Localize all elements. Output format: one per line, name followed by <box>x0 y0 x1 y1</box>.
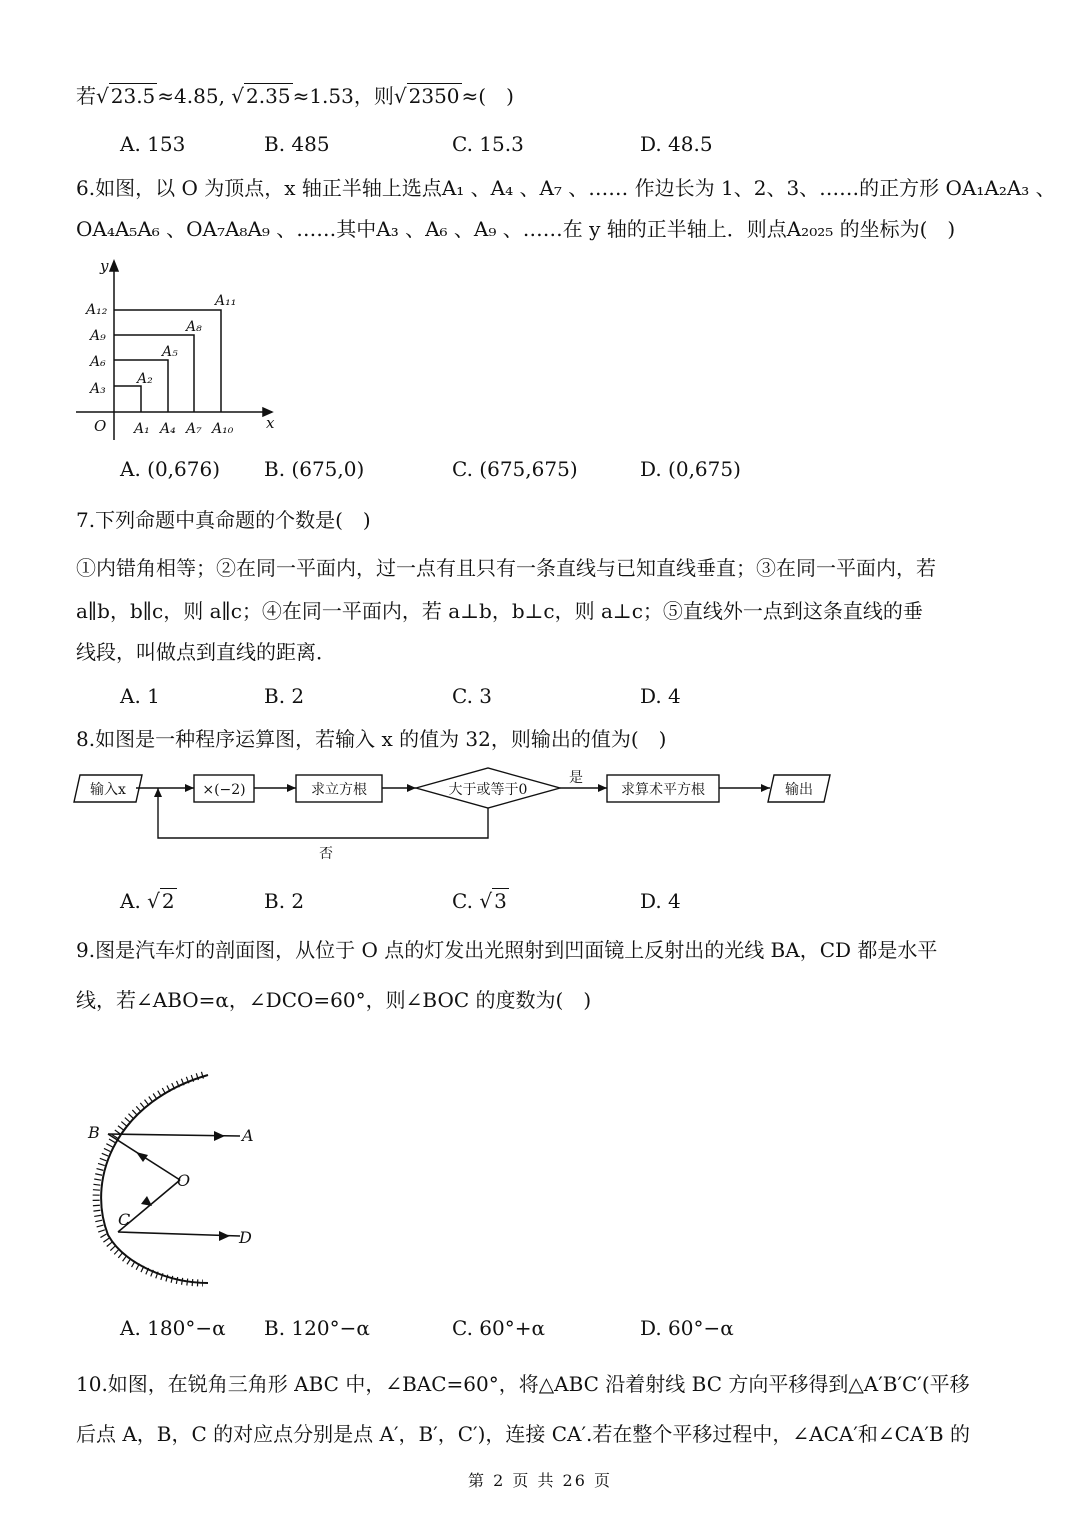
q8-option-b[interactable]: B. 2 <box>264 889 305 913</box>
flow-yes-label: 是 <box>569 770 583 786</box>
q8-option-d[interactable]: D. 4 <box>640 889 681 913</box>
q8-stem: 8.如图是一种程序运算图，若输入 x 的值为 32，则输出的值为( ) <box>76 727 667 751</box>
q6-option-a[interactable]: A. (0,676) <box>120 457 221 481</box>
q6-stem-line1: 6.如图，以 O 为顶点，x 轴正半轴上选点A₁ 、A₄ 、A₇ 、…… 作边长为 1、2、3、……的正方形 OA₁A₂A₃ 、 <box>76 176 1056 200</box>
sqrt-symbol: √ 2350 <box>393 84 460 108</box>
q7-option-d[interactable]: D. 4 <box>640 684 681 708</box>
corner-label: A₈ <box>186 319 202 335</box>
q7-stem: 7.下列命题中真命题的个数是( ) <box>76 508 371 532</box>
flow-sqrt-label: 求算术平方根 <box>621 782 705 798</box>
q9-stem-line2: 线，若∠ABO=α，∠DCO=60°，则∠BOC 的度数为( ) <box>76 988 592 1012</box>
sqrt-symbol: √ 3 <box>479 889 507 913</box>
q6-option-c[interactable]: C. (675,675) <box>452 457 578 481</box>
q5-option-c[interactable]: C. 15.3 <box>452 132 524 156</box>
x-point-label: A₄ <box>160 421 176 437</box>
q7-body-line1: ①内错角相等；②在同一平面内，过一点有且只有一条直线与已知直线垂直；③在同一平面内，若 <box>76 556 936 580</box>
q9-stem-line1: 9.图是汽车灯的剖面图，从位于 O 点的灯发出光照射到凹面镜上反射出的光线 BA，CD 都是水平 <box>76 938 938 962</box>
flow-cube-root-label: 求立方根 <box>311 782 367 798</box>
y-point-label: A₆ <box>90 354 106 370</box>
q10-stem-line2: 后点 A，B，C 的对应点分别是点 A′，B′，C′)，连接 CA′.若在整个平移过程中，∠ACA′和∠CA′B 的 <box>76 1422 970 1446</box>
q7-option-a[interactable]: A. 1 <box>120 684 160 708</box>
point-d-label: D <box>239 1228 252 1247</box>
point-o-label: O <box>177 1171 191 1190</box>
point-c-label: C <box>118 1210 131 1229</box>
q10-stem-line1: 10.如图，在锐角三角形 ABC 中，∠BAC=60°，将△ABC 沿着射线 BC 方向平移得到△A′B′C′(平移 <box>76 1372 970 1396</box>
q5-option-b[interactable]: B. 485 <box>264 132 330 156</box>
q9-option-a[interactable]: A. 180°−α <box>120 1316 226 1340</box>
q8-flowchart <box>70 762 840 872</box>
flow-multiply-label: ×(−2) <box>202 782 246 798</box>
y-point-label: A₃ <box>90 381 106 397</box>
q6-stem-line2: OA₄A₅A₆ 、OA₇A₈A₉ 、……其中A₃ 、A₆ 、A₉ 、……在 y 轴的正半轴上．则点A₂₀₂₅ 的坐标为( ) <box>76 217 956 241</box>
flow-output-label: 输出 <box>785 782 813 798</box>
page-footer: 第 2 页 共 26 页 <box>468 1471 612 1490</box>
q6-squares-figure <box>70 255 290 445</box>
corner-label: A₂ <box>137 371 153 387</box>
q7-body-line3: 线段，叫做点到直线的距离． <box>76 640 336 664</box>
q5-option-a[interactable]: A. 153 <box>120 132 186 156</box>
sqrt-symbol: √ 2 <box>147 889 175 913</box>
sqrt-symbol: √ 2.35 <box>231 84 291 108</box>
origin-label: O <box>94 417 107 435</box>
q8-option-c[interactable]: C. √ 3 <box>452 889 507 913</box>
y-point-label: A₉ <box>90 328 106 344</box>
x-point-label: A₁ <box>134 421 150 437</box>
q5-stem: 若√ 23.5 ≈4.85, √ 2.35 ≈1.53，则√ 2350 ≈( ) <box>76 84 514 108</box>
y-axis-label: y <box>100 257 109 275</box>
q7-option-b[interactable]: B. 2 <box>264 684 305 708</box>
point-a-label: A <box>242 1126 254 1145</box>
flow-input-label: 输入x <box>90 782 126 798</box>
q8-option-a[interactable]: A. √ 2 <box>120 889 175 913</box>
x-point-label: A₁₀ <box>212 421 234 437</box>
q9-headlight-figure <box>80 1065 280 1290</box>
q6-option-b[interactable]: B. (675,0) <box>264 457 365 481</box>
x-axis-label: x <box>266 414 275 432</box>
q9-option-b[interactable]: B. 120°−α <box>264 1316 370 1340</box>
q6-option-d[interactable]: D. (0,675) <box>640 457 741 481</box>
y-point-label: A₁₂ <box>86 302 108 318</box>
q9-option-c[interactable]: C. 60°+α <box>452 1316 546 1340</box>
x-point-label: A₇ <box>186 421 202 437</box>
q7-option-c[interactable]: C. 3 <box>452 684 493 708</box>
corner-label: A₅ <box>162 344 178 360</box>
flow-no-label: 否 <box>319 846 333 862</box>
point-b-label: B <box>88 1123 100 1142</box>
q5-option-d[interactable]: D. 48.5 <box>640 132 713 156</box>
sqrt-symbol: √ 23.5 <box>96 84 156 108</box>
corner-label: A₁₁ <box>215 293 237 309</box>
q7-body-line2: a∥b，b∥c，则 a∥c；④在同一平面内，若 a⊥b，b⊥c，则 a⊥c；⑤直线外一点到这条直线的垂 <box>76 599 923 623</box>
flow-decision-label: 大于或等于0 <box>448 782 528 798</box>
q9-option-d[interactable]: D. 60°−α <box>640 1316 734 1340</box>
